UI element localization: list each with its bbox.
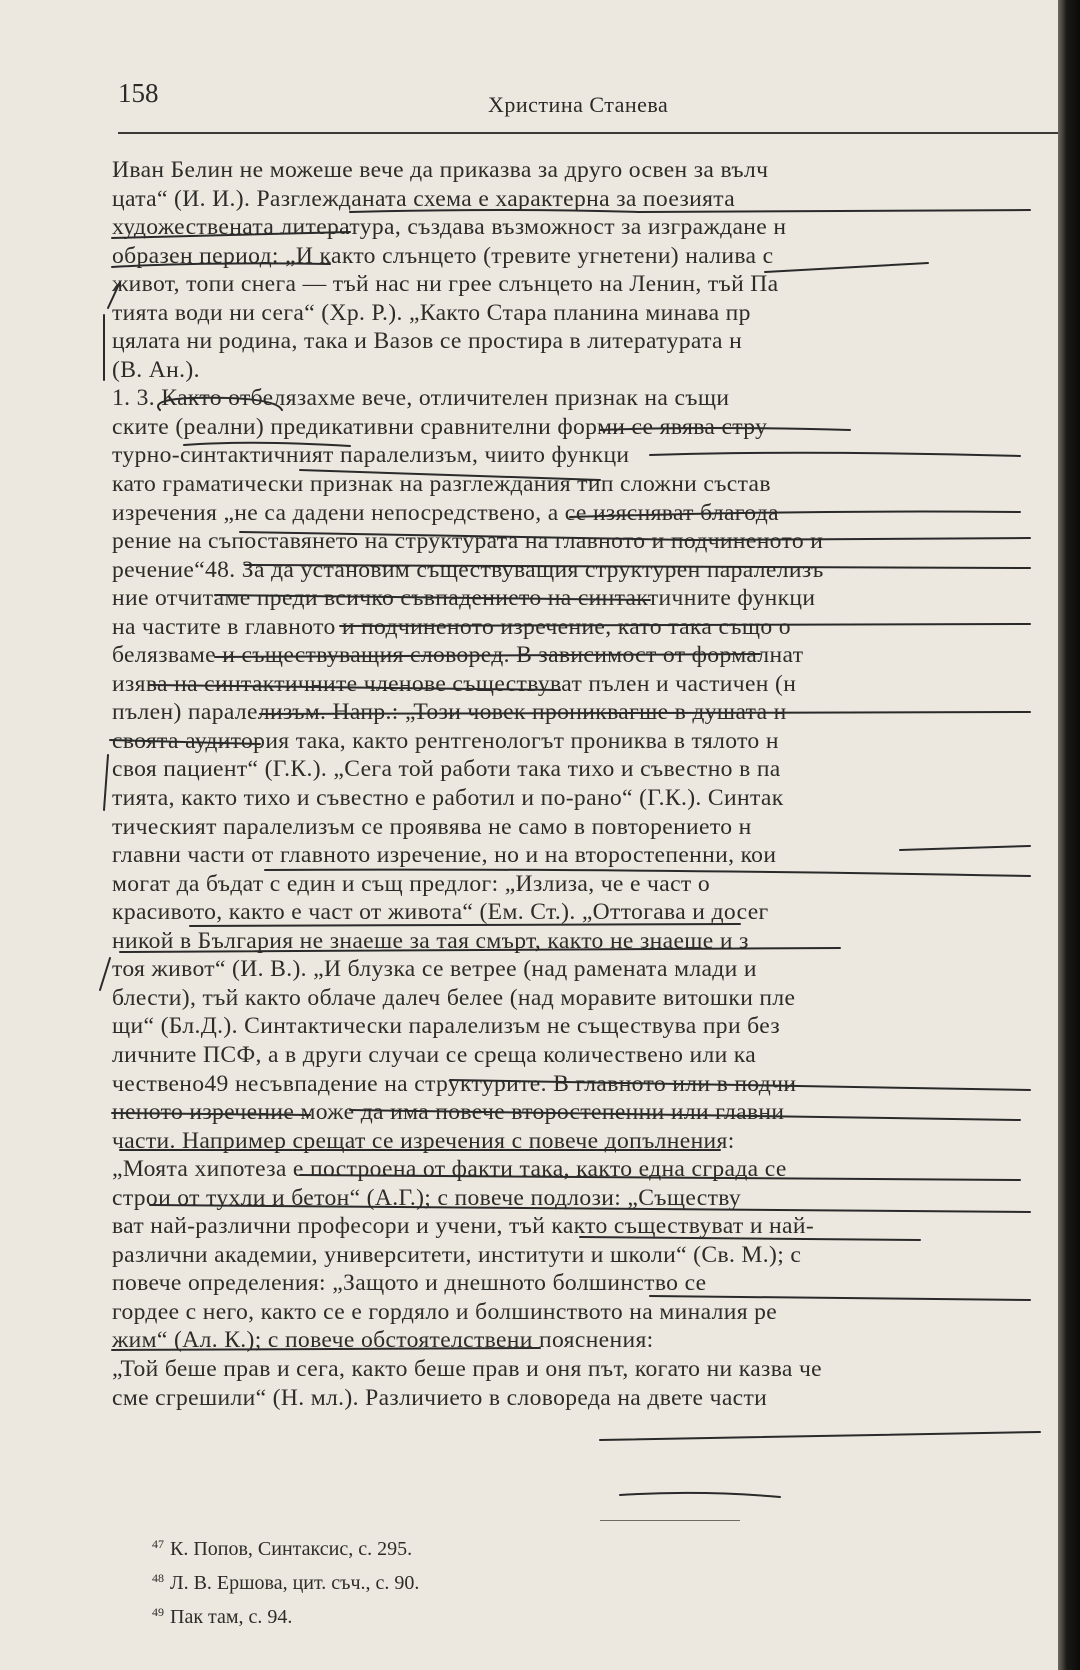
header-rule [118,132,1058,134]
pencil-underline [600,1432,1040,1440]
pencil-underline [620,1493,780,1497]
page-header [118,78,1058,134]
pencil-bracket [100,958,110,990]
running-title: Христина Станева [488,92,669,117]
body-text: Иван Белин не можеше вече да приказва за друго освен за вълч цата“ (И. И.). Разглежданата схема е характерна за поезията художествената литература, създава възможност за изграждане н образен период: „И както слънцето (тревите угнетени) налива с живот, топи снега — тъй нас ни грее слънцето на Ленин, тъй Па тията води ни сега“ (Хр. Р.). „Както Стара планина минава пр цялата ни родина, така и Вазов се простира в литературата н (В. Ан.). 1. 3. Както отбелязахме вече, отличителен признак на същи ските (реални) предикативни сравнителни форми се явява стру турно-синтактичният паралелизъм, чиито функци като граматически признак на разглеждания тип сложни състав изречения „не са дадени непосредствено, а се изясняват благода рение на съпоставянето на структурата на главното и подчиненото и речение“48. За да установим съществуващия структурен паралелизъ ние отчитаме преди всичко съвпадението на синтактичните функци на частите в главното и подчиненото изречение, като така също о белязваме и съществуващия словоред. В зависимост от формалнат изява на синтактичните членове съществуват пълен и частичен (н пълен) паралелизъм. Напр.: „Този човек прониквагше в душата н своята аудитория така, както рентгенологът прониква в тялото н своя пациент“ (Г.К.). „Сега той работи така тихо и съвестно в па тията, както тихо и съвестно е работил и по-рано“ (Г.К.). Синтак тическият паралелизъм се проявява не само в повторението н главни части от главното изречение, но и на второстепенни, кои могат да бъдат с един и същ предлог: „Излиза, че е част о красивото, както е част от живота“ (Ем. Ст.). „Оттогава и досег никой в България не знаеше за тая смърт, както не знаеше и з тоя живот“ (И. В.). „И блузка се ветрее (над рамената млади и блести), тъй както облаче далеч белее (над моравите витошки пле щи“ (Бл.Д.). Синтактически паралелизъм не съществува при без личните ПСФ, а в други случаи се среща количествено или ка чествено49 несъвпадение на структурите. В главното или в подчи неното изречение може да има повече второстепенни или главни части. Например срещат се изречения с повече допълнения: „Моята хипотеза е построена от факти така, както една сграда се строи от тухли и бетон“ (А.Г.); с повече подлози: „Съществу ват най-различни професори и учени, тъй както съществуват и най- различни академии, университети, институти и школи“ (Св. М.); с повече определения: „Защото и днешното болшинство се гордее с него, както се е гордяло и болшинството на миналия ре жим“ (Ал. К.); с повече обстоятелствени пояснения: „Той беше прав и сега, както беше прав и оня път, когато ни казва че сме сгрешили“ (Н. мл.). Различието в словореда на двете части [112,157,824,1411]
footnote-number: 48 [152,1571,164,1585]
pencil-bracket [104,755,108,810]
footnote-divider [600,1520,740,1521]
page-number: 158 [118,78,159,108]
footnotes [152,1530,852,1632]
footnote-48 [152,1564,852,1598]
footnote-text: Л. В. Ершова, цит. съч., с. 90. [170,1572,420,1594]
book-binding-edge [1058,0,1080,1670]
footnote-text: Пак там, с. 94. [170,1606,293,1628]
footnote-47 [152,1530,852,1564]
footnote-number: 47 [152,1537,164,1551]
footnote-text: К. Попов, Синтаксис, с. 295. [170,1538,413,1560]
footnote-number: 49 [152,1605,164,1619]
footnote-49 [152,1598,852,1632]
